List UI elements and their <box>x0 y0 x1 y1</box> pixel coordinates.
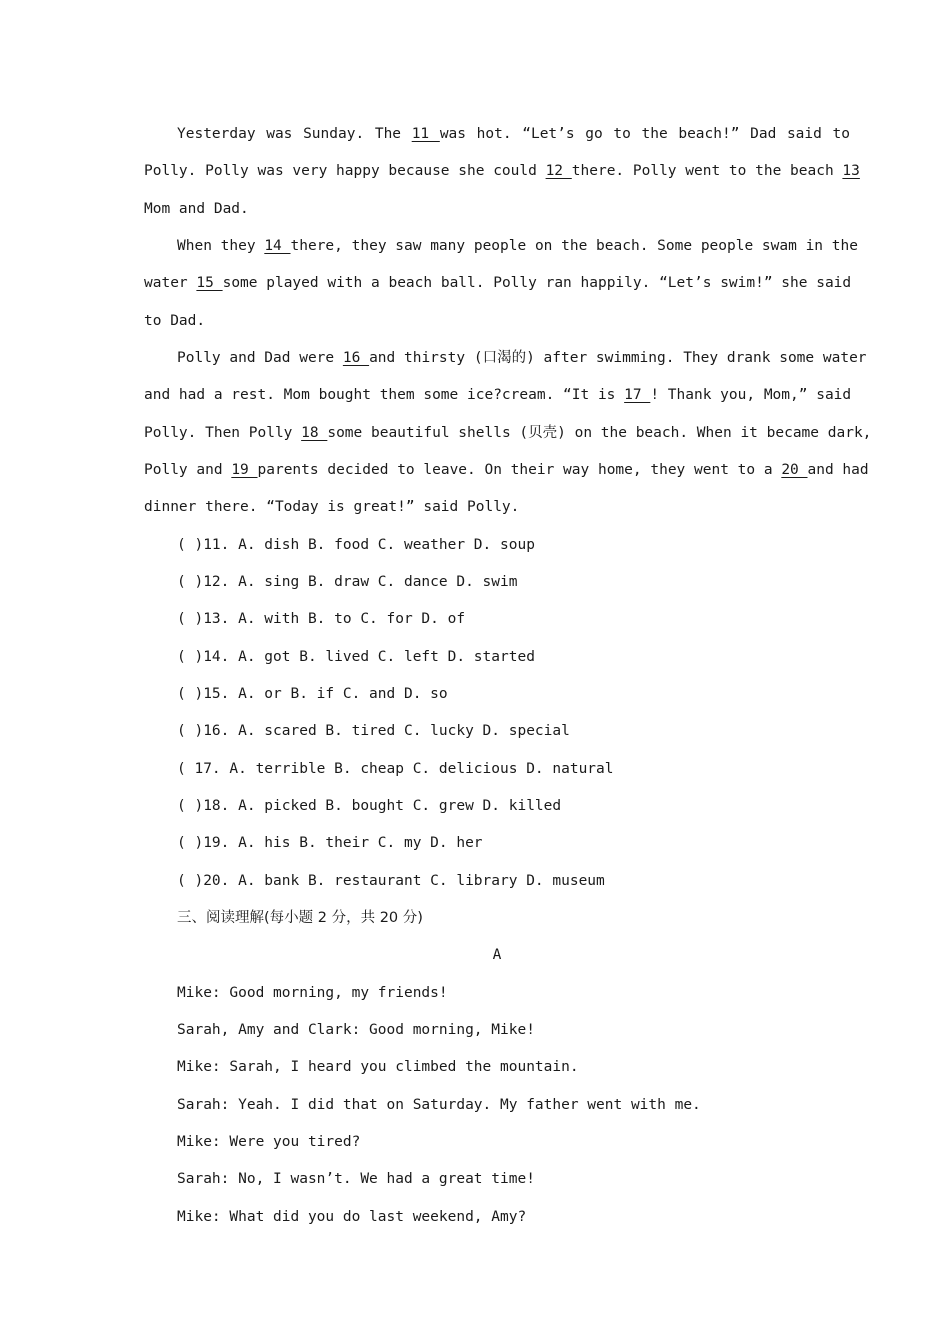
dialogue-line: Mike: Good morning, my friends! <box>177 985 448 1001</box>
passage-line: Polly. Polly was very happy because she could 12 there. Polly went to the beach 13 <box>144 163 860 179</box>
dialogue-line: Sarah: No, I wasn’t. We had a great time! <box>177 1171 535 1187</box>
blank-11: 11 <box>411 126 440 142</box>
passage-line: When they 14 there, they saw many people on the beach. Some people swam in the <box>177 238 858 254</box>
blank-12: 12 <box>545 163 572 179</box>
dialogue-line: Mike: What did you do last weekend, Amy? <box>177 1209 527 1225</box>
blank-16: 16 <box>342 350 370 366</box>
blank-15: 15 <box>196 275 223 291</box>
passage-line: Polly. Then Polly 18 some beautiful shells (贝壳) on the beach. When it became dark, <box>144 425 872 441</box>
passage-line: and had a rest. Mom bought them some ice?cream. “It is 17 ! Thank you, Mom,” said <box>144 387 852 403</box>
question-19: ( )19. A. his B. their C. my D. her <box>177 835 483 851</box>
part-label: A <box>492 947 502 963</box>
question-13: ( )13. A. with B. to C. for D. of <box>177 611 466 627</box>
passage-line: dinner there. “Today is great!” said Polly. <box>144 499 520 515</box>
question-17: ( 17. A. terrible B. cheap C. delicious D. natural <box>177 761 614 777</box>
question-14: ( )14. A. got B. lived C. left D. started <box>177 649 535 665</box>
blank-13: 13 <box>842 163 860 179</box>
dialogue-line: Sarah: Yeah. I did that on Saturday. My father went with me. <box>177 1097 701 1113</box>
passage-line: water 15 some played with a beach ball. Polly ran happily. “Let’s swim!” she said <box>144 275 852 291</box>
blank-18: 18 <box>301 425 328 441</box>
question-20: ( )20. A. bank B. restaurant C. library D. museum <box>177 873 605 889</box>
question-12: ( )12. A. sing B. draw C. dance D. swim <box>177 574 518 590</box>
blank-17: 17 <box>624 387 651 403</box>
blank-19: 19 <box>231 462 258 478</box>
question-16: ( )16. A. scared B. tired C. lucky D. special <box>177 723 570 739</box>
question-18: ( )18. A. picked B. bought C. grew D. killed <box>177 798 562 814</box>
blank-20: 20 <box>781 462 808 478</box>
question-11: ( )11. A. dish B. food C. weather D. soup <box>177 537 535 553</box>
dialogue-line: Mike: Were you tired? <box>177 1134 361 1150</box>
passage-line: Polly and Dad were 16 and thirsty (口渴的) after swimming. They drank some water <box>177 350 867 366</box>
passage-line: to Dad. <box>144 313 206 329</box>
passage-line: Yesterday was Sunday. The 11 was hot. “Let’s go to the beach!” Dad said to <box>177 126 850 142</box>
section-heading: 三、阅读理解(每小题 2 分，共 20 分) <box>177 910 423 926</box>
dialogue-line: Mike: Sarah, I heard you climbed the mountain. <box>177 1059 579 1075</box>
passage-line: Mom and Dad. <box>144 201 249 217</box>
passage-line: Polly and 19 parents decided to leave. On their way home, they went to a 20 and had <box>144 462 869 478</box>
dialogue-line: Sarah, Amy and Clark: Good morning, Mike! <box>177 1022 535 1038</box>
question-15: ( )15. A. or B. if C. and D. so <box>177 686 448 702</box>
blank-14: 14 <box>264 238 291 254</box>
